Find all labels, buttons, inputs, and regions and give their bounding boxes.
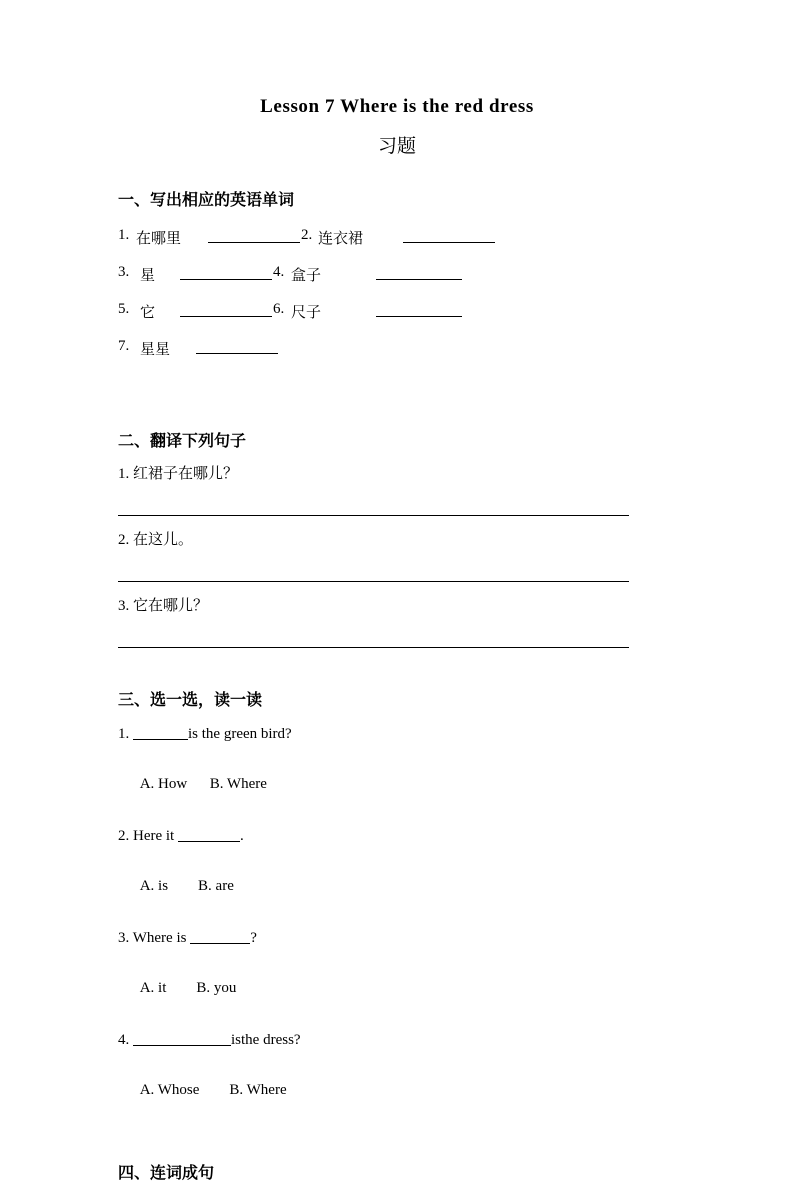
vocab-word: 它 [140,302,156,321]
vocab-row [118,338,676,375]
section-3 [118,648,676,1117]
choice-text-after: is the green bird? [188,726,292,743]
translate-answer-line[interactable] [118,549,629,582]
vocab-word: 尺子 [291,302,322,321]
choice-number: 1. [118,726,130,743]
choice-option-b[interactable]: B. you [196,980,237,997]
choice-number: 4. [118,1032,130,1049]
choice-options [118,743,676,811]
vocab-row [118,301,676,338]
vocab-answer-blank[interactable] [403,227,495,243]
choice-text-after: . [239,828,244,845]
choice-question [118,913,676,947]
vocab-row [118,227,676,264]
vocab-number: 1. [118,226,130,243]
vocab-word: 连衣裙 [318,228,364,247]
choice-answer-blank[interactable] [190,929,250,944]
vocab-number: 2. [301,226,313,243]
choice-option-b[interactable]: B. Where [229,1082,287,1099]
choice-number: 3. [118,930,130,947]
translate-question [118,530,676,549]
section-2 [118,375,676,648]
translate-number: 2. [118,531,130,548]
choice-option-a[interactable]: A. is [139,878,169,895]
choice-option-b[interactable]: B. are [198,878,234,895]
vocab-number: 6. [273,300,285,317]
section-4 [118,1117,676,1182]
vocab-answer-blank[interactable] [208,227,300,243]
translate-item [118,450,676,516]
vocab-word: 在哪里 [136,228,182,247]
choice-option-a[interactable]: A. Whose [139,1082,200,1099]
choice-number: 2. [118,828,130,845]
section-1-heading: 一、写出相应的英语单词 [118,189,295,209]
choice-text-after: ? [250,930,257,947]
translate-number: 1. [118,465,130,482]
choice-options [118,1049,676,1117]
translate-sentence: 红裙子在哪儿？ [133,463,239,482]
choice-question [118,709,676,743]
choice-options [118,947,676,1015]
choice-question [118,811,676,845]
page-subtitle: 习题 [377,134,416,157]
translate-sentence: 在这儿。 [133,529,194,548]
vocab-number: 5. [118,300,130,317]
choice-text-before: Where is [132,930,191,947]
translate-item [118,516,676,582]
vocab-word: 星 [140,265,156,284]
translate-question [118,596,676,615]
choice-answer-blank[interactable] [133,1031,231,1046]
vocab-row [118,264,676,301]
section-2-heading: 二、翻译下列句子 [118,430,247,450]
translate-number: 3. [118,597,130,614]
section-3-heading: 三、选一选，读一读 [118,689,263,709]
vocab-answer-blank[interactable] [180,264,272,280]
choice-question [118,1015,676,1049]
vocab-answer-blank[interactable] [376,301,462,317]
choice-option-a[interactable]: A. How [139,776,188,793]
choice-options [118,845,676,913]
vocab-number: 4. [273,263,285,280]
vocab-word: 盒子 [291,265,322,284]
translate-answer-line[interactable] [118,615,629,648]
vocab-word: 星星 [140,339,171,358]
choice-option-a[interactable]: A. it [139,980,167,997]
choice-answer-blank[interactable] [178,827,240,842]
translate-sentence: 它在哪儿？ [133,595,209,614]
vocab-answer-blank[interactable] [180,301,272,317]
choice-answer-blank[interactable] [133,725,188,740]
choice-text-before: Here it [133,828,178,845]
page-title: Lesson 7 Where is the red dress [260,96,534,117]
translate-item [118,582,676,648]
choice-text-after: isthe dress? [231,1032,301,1049]
vocabulary-list [118,209,676,375]
vocab-answer-blank[interactable] [196,338,278,354]
translate-answer-line[interactable] [118,483,629,516]
vocab-number: 7. [118,337,130,354]
translate-question [118,464,676,483]
vocab-answer-blank[interactable] [376,264,462,280]
section-4-heading: 四、连词成句 [118,1163,215,1182]
choice-option-b[interactable]: B. Where [209,776,267,793]
vocab-number: 3. [118,263,130,280]
